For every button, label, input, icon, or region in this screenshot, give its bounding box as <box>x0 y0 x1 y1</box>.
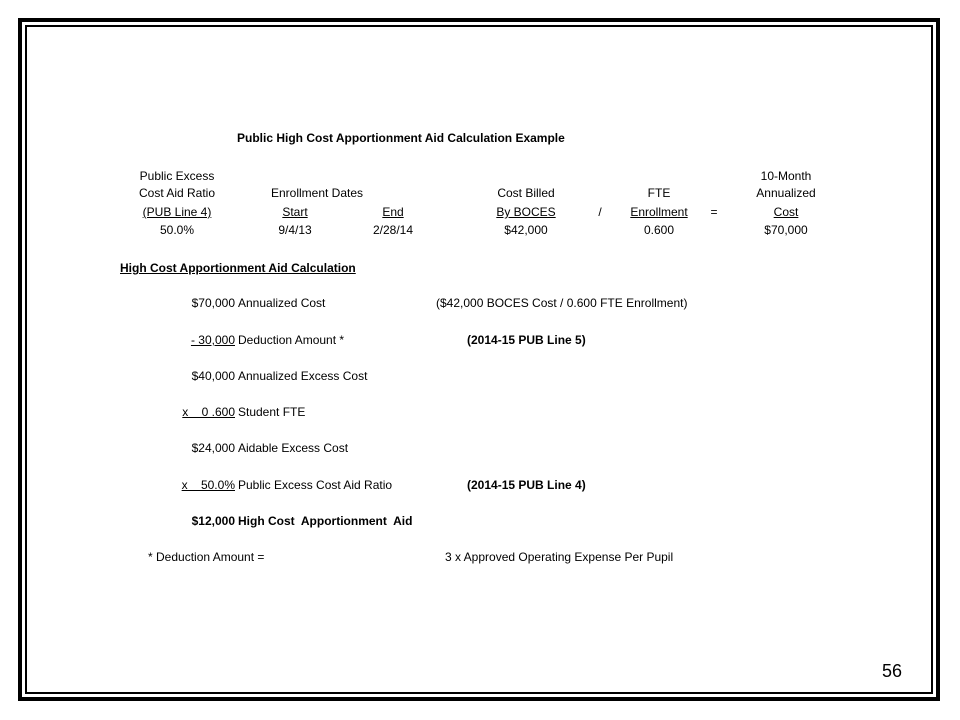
value-ratio: 50.0% <box>159 223 195 237</box>
calc-amount-total: $12,000 <box>191 514 235 528</box>
calc-amount: x 0 .600 <box>182 405 235 419</box>
page-title: Public High Cost Apportionment Aid Calculation Example <box>237 131 565 145</box>
slide-frame-inner <box>25 25 933 694</box>
footnote-label: * Deduction Amount = <box>148 550 265 564</box>
value-fte: 0.600 <box>643 223 675 237</box>
calc-note: (2014-15 PUB Line 5) <box>467 333 586 347</box>
calc-label: Student FTE <box>238 405 306 419</box>
calc-amount: $70,000 <box>191 296 235 310</box>
header-enrollment-dates: Enrollment Dates <box>270 186 364 200</box>
header-enrollment: Enrollment <box>630 205 688 219</box>
calc-label: Aidable Excess Cost <box>238 441 349 455</box>
calc-label: Deduction Amount * <box>238 333 345 347</box>
header-start: Start <box>282 205 308 219</box>
header-public-excess: Public Excess <box>139 169 215 183</box>
header-cost-billed: Cost Billed <box>497 186 555 200</box>
section-title: High Cost Apportionment Aid Calculation <box>120 261 356 275</box>
value-end: 2/28/14 <box>372 223 414 237</box>
header-pub-line-4: (PUB Line 4) <box>142 205 212 219</box>
calc-amount: x 50.0% <box>181 478 235 492</box>
value-start: 9/4/13 <box>278 223 312 237</box>
calc-label: Public Excess Cost Aid Ratio <box>238 478 393 492</box>
calc-note: (2014-15 PUB Line 4) <box>467 478 586 492</box>
calc-label-total: High Cost Apportionment Aid <box>238 514 413 528</box>
calc-amount: $40,000 <box>191 369 235 383</box>
calc-amount: - 30,000 <box>190 333 235 347</box>
calc-label: Annualized Excess Cost <box>238 369 368 383</box>
value-cost-billed: $42,000 <box>504 223 548 237</box>
header-annualized: Annualized <box>756 186 816 200</box>
footnote-value: 3 x Approved Operating Expense Per Pupil <box>445 550 674 564</box>
header-cost: Cost <box>773 205 799 219</box>
header-divide-sign: / <box>598 205 602 219</box>
header-by-boces: By BOCES <box>496 205 556 219</box>
header-10-month: 10-Month <box>760 169 812 183</box>
page-number: 56 <box>882 661 903 681</box>
calc-label: Annualized Cost <box>238 296 326 310</box>
header-end: End <box>382 205 404 219</box>
header-cost-aid-ratio: Cost Aid Ratio <box>138 186 216 200</box>
header-fte: FTE <box>647 186 671 200</box>
calc-amount: $24,000 <box>191 441 235 455</box>
calc-note: ($42,000 BOCES Cost / 0.600 FTE Enrollment) <box>436 296 688 310</box>
value-annualized: $70,000 <box>764 223 808 237</box>
header-equals-sign: = <box>710 205 718 219</box>
